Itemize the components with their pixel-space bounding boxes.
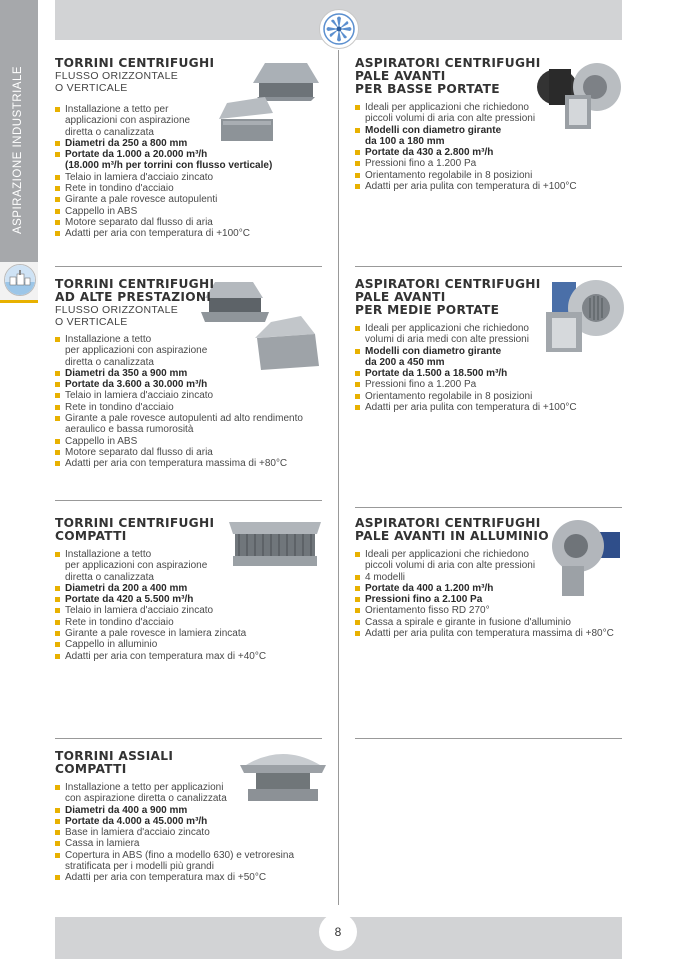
page-number: 8: [319, 913, 357, 951]
sidebar-label: ASPIRAZIONE INDUSTRIALE: [12, 65, 24, 235]
list-item: Ideali per applicazioni che richiedono: [355, 102, 620, 113]
list-item: diretta o canalizzata: [65, 356, 154, 368]
list-item: Cappello in ABS: [55, 436, 335, 447]
list-item: Diametri da 250 a 800 mm: [55, 138, 335, 149]
section-subtitle: [55, 70, 335, 94]
title-line: ASPIRATORI CENTRIFUGHI: [355, 277, 541, 291]
list-item: volumi di aria medi con alte pressioni: [365, 334, 529, 346]
list-item: da 200 a 450 mm: [365, 356, 445, 368]
feature-list: [355, 549, 620, 639]
title-line: PALE AVANTI: [355, 290, 446, 304]
section-title: [55, 57, 335, 70]
product-section: [355, 57, 620, 192]
title-line: PALE AVANTI: [355, 69, 446, 83]
list-item: Portate da 1.000 a 20.000 m³/h: [55, 149, 335, 160]
product-section: [55, 278, 335, 470]
list-item: applicazioni con aspirazione: [65, 115, 191, 127]
divider: [55, 500, 322, 501]
list-item: Rete in tondino d'acciaio: [55, 183, 335, 194]
list-item: Diametri da 400 a 900 mm: [55, 805, 335, 816]
list-item: Rete in tondino d'acciaio: [55, 402, 335, 413]
title-line: TORRINI ASSIALI: [55, 749, 174, 763]
list-item: Installazione a tetto per: [55, 104, 335, 115]
subtitle-line: O VERTICALE: [55, 82, 128, 94]
list-item: Cassa in lamiera: [55, 838, 335, 849]
list-item: diretta o canalizzata: [65, 571, 154, 583]
list-item: Installazione a tetto: [55, 549, 335, 560]
list-item: Installazione a tetto per applicazioni: [55, 782, 335, 793]
list-item: Telaio in lamiera d'acciaio zincato: [55, 390, 335, 401]
title-line: ASPIRATORI CENTRIFUGHI: [355, 516, 541, 530]
feature-list: [355, 102, 620, 192]
list-item: diretta o canalizzata: [65, 126, 154, 138]
list-item: Diametri da 350 a 900 mm: [55, 368, 335, 379]
list-item: Orientamento regolabile in 8 posizioni: [355, 170, 620, 181]
list-item: Girante a pale rovesce in lamiera zincata: [55, 628, 335, 639]
list-item: Telaio in lamiera d'acciaio zincato: [55, 605, 335, 616]
divider: [355, 738, 622, 739]
list-item: da 100 a 180 mm: [365, 135, 445, 147]
product-section: [55, 517, 335, 662]
list-item: Cassa a spirale e girante in fusione d'alluminio: [355, 617, 620, 628]
list-item: Ideali per applicazioni che richiedono: [355, 323, 620, 334]
list-item: stratificata per i modelli più grandi: [65, 861, 214, 873]
title-line: PER MEDIE PORTATE: [355, 303, 500, 317]
list-item: Ideali per applicazioni che richiedono: [355, 549, 620, 560]
list-item: Pressioni fino a 1.200 Pa: [355, 379, 620, 390]
title-line: TORRINI CENTRIFUGHI: [55, 277, 215, 291]
title-line: PALE AVANTI IN ALLUMINIO: [355, 529, 549, 543]
list-item: piccoli volumi di aria con alte pressioni: [365, 560, 536, 572]
list-item: Modelli con diametro girante: [355, 125, 620, 136]
list-item: Motore separato dal flusso di aria: [55, 217, 335, 228]
divider: [355, 266, 622, 267]
list-item: Girante a pale rovesce autopulenti ad alto rendimento: [55, 413, 335, 424]
list-item: Portate da 3.600 a 30.000 m³/h: [55, 379, 335, 390]
list-item: Adatti per aria con temperatura max di +50°C: [55, 872, 335, 883]
title-line: PER BASSE PORTATE: [355, 82, 500, 96]
list-item: Adatti per aria con temperatura max di +40°C: [55, 651, 335, 662]
list-item: Portate da 420 a 5.500 m³/h: [55, 594, 335, 605]
list-item: Portate da 400 a 1.200 m³/h: [355, 583, 620, 594]
list-item: Motore separato dal flusso di aria: [55, 447, 335, 458]
list-item: (18.000 m³/h per torrini con flusso verticale): [65, 160, 273, 172]
title-line: COMPATTI: [55, 762, 127, 776]
feature-list: [355, 323, 620, 413]
title-line: TORRINI CENTRIFUGHI: [55, 56, 215, 70]
subtitle-line: O VERTICALE: [55, 316, 128, 328]
subtitle-line: FLUSSO ORIZZONTALE: [55, 304, 179, 316]
list-item: Orientamento fisso RD 270°: [355, 605, 620, 616]
list-item: Adatti per aria pulita con temperatura di +100°C: [355, 181, 620, 192]
list-item: aeraulico e bassa rumorosità: [65, 424, 194, 436]
subtitle-line: FLUSSO ORIZZONTALE: [55, 70, 179, 82]
list-item: piccoli volumi di aria con alte pressioni: [365, 113, 536, 125]
list-item: Adatti per aria con temperatura di +100°C: [55, 228, 335, 239]
product-section: [55, 57, 335, 240]
list-item: Girante a pale rovesce autopulenti: [55, 194, 335, 205]
list-item: Pressioni fino a 1.200 Pa: [355, 158, 620, 169]
feature-list: [55, 782, 335, 884]
section-title: [55, 750, 335, 776]
list-item: Installazione a tetto: [55, 334, 335, 345]
section-title: [355, 517, 620, 543]
feature-list: [55, 334, 335, 470]
list-item: con aspirazione diretta o canalizzata: [65, 793, 227, 805]
list-item: per applicazioni con aspirazione: [65, 560, 208, 572]
list-item: Copertura in ABS (fino a modello 630) e vetroresina: [55, 850, 335, 861]
title-line: AD ALTE PRESTAZIONI: [55, 290, 212, 304]
list-item: 4 modelli: [355, 572, 620, 583]
product-section: [355, 517, 620, 639]
feature-list: [55, 104, 335, 240]
section-title: [55, 278, 335, 304]
divider: [55, 266, 322, 267]
list-item: Adatti per aria con temperatura massima di +80°C: [55, 458, 335, 469]
title-line: COMPATTI: [55, 529, 127, 543]
column-divider: [338, 50, 339, 905]
list-item: Telaio in lamiera d'acciaio zincato: [55, 172, 335, 183]
sidebar-accent-line: [0, 300, 38, 303]
section-title: [355, 57, 620, 96]
list-item: Cappello in ABS: [55, 206, 335, 217]
list-item: Cappello in alluminio: [55, 639, 335, 650]
product-section: [55, 750, 335, 884]
feature-list: [55, 549, 335, 662]
list-item: Diametri da 200 a 400 mm: [55, 583, 335, 594]
list-item: Modelli con diametro girante: [355, 346, 620, 357]
section-subtitle: [55, 304, 335, 328]
title-line: TORRINI CENTRIFUGHI: [55, 516, 215, 530]
list-item: Pressioni fino a 2.100 Pa: [355, 594, 620, 605]
list-item: Portate da 1.500 a 18.500 m³/h: [355, 368, 620, 379]
product-section: [355, 278, 620, 413]
list-item: Portate da 4.000 a 45.000 m³/h: [55, 816, 335, 827]
section-title: [55, 517, 335, 543]
list-item: Adatti per aria pulita con temperatura massima di +80°C: [355, 628, 620, 639]
fan-logo-icon: [319, 9, 359, 49]
list-item: Rete in tondino d'acciaio: [55, 617, 335, 628]
list-item: Orientamento regolabile in 8 posizioni: [355, 391, 620, 402]
section-title: [355, 278, 620, 317]
list-item: per applicazioni con aspirazione: [65, 345, 208, 357]
factory-icon: [4, 264, 36, 296]
list-item: Base in lamiera d'acciaio zincato: [55, 827, 335, 838]
list-item: Portate da 430 a 2.800 m³/h: [355, 147, 620, 158]
divider: [55, 738, 322, 739]
title-line: ASPIRATORI CENTRIFUGHI: [355, 56, 541, 70]
list-item: Adatti per aria pulita con temperatura di +100°C: [355, 402, 620, 413]
